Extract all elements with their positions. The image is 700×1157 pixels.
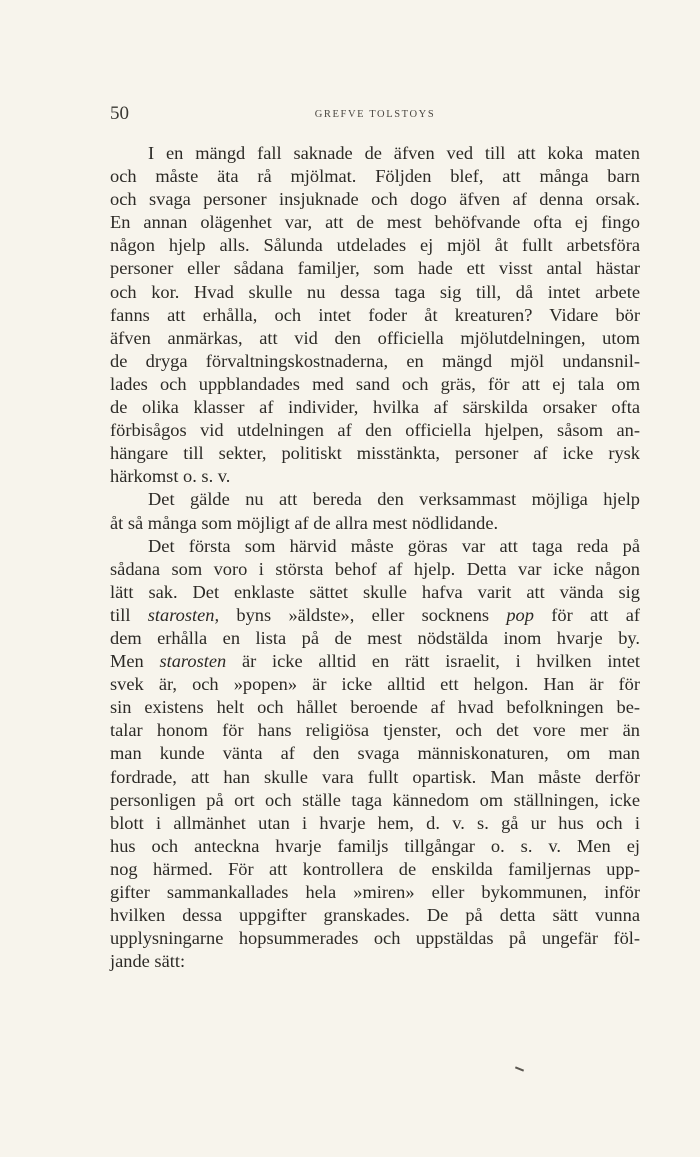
text-run: för att af — [533, 604, 640, 625]
text-line: och svaga personer insjuknade och dogo äfven af denna orsak. — [110, 189, 640, 210]
text-line: härkomst o. s. v. — [110, 466, 231, 487]
text-line: I en mängd fall saknade de äfven ved till att koka maten — [148, 143, 640, 163]
text-line: och kor. Hvad skulle nu dessa taga sig till, då intet arbete — [110, 281, 640, 302]
text-line: upplysningarne hopsummerades och uppstäldas på ungefär föl- — [110, 928, 640, 949]
text-line: talar honom för hans religiösa tjenster, och det vore mer än — [110, 720, 640, 741]
text-run: är icke alltid en rätt israelit, i hvilken intet — [226, 651, 640, 672]
text-line: dem erhålla en lista på de mest nödstälda inom hvarje by. — [110, 627, 640, 648]
italic-term-starosten: starosten — [159, 651, 227, 672]
text-line: Det första som härvid måste göras var att taga reda på — [148, 535, 640, 556]
text-line: hängare till sekter, politiskt misstänkta, personer af icke rysk — [110, 443, 640, 464]
paragraph-2 — [110, 488, 640, 534]
text-line: sin existens helt och hållet beroende af hvad befolkningen be- — [110, 697, 640, 718]
running-head: GREFVE TOLSTOYS — [314, 109, 436, 120]
text-line: förbisågos vid utdelningen af den officiella hjelpen, såsom an- — [110, 420, 640, 441]
text-line: fanns att erhålla, och intet foder åt kreaturen? Vidare bör — [110, 304, 640, 325]
italic-term-pop: pop — [506, 604, 534, 625]
text-line: hus och anteckna hvarje familjs tillgångar o. s. v. Men ej — [110, 835, 640, 856]
text-line: En annan olägenhet var, att de mest behöfvande ofta ej fingo — [110, 212, 640, 233]
page-header — [110, 103, 640, 127]
paragraph-3 — [110, 535, 640, 974]
text-line: de olika klasser af individer, hvilka af särskilda orsaker ofta — [110, 397, 640, 418]
text-line: jande sätt: — [110, 951, 186, 972]
text-line: hvilken dessa uppgifter granskades. De på detta sätt vunna — [110, 905, 640, 926]
text-line: lätt sak. Det enklaste sättet skulle hafva varit att vända sig — [110, 581, 640, 602]
text-line: de dryga förvaltningskostnaderna, en mängd mjöl undansnil- — [110, 350, 640, 371]
text-line: man kunde vänta af den svaga människonaturen, om man — [110, 743, 640, 764]
text-line: åt så många som möjligt af de allra mest nödlidande. — [110, 512, 499, 533]
text-line: fordrade, att han skulle vara fullt opartisk. Man måste derför — [110, 766, 640, 787]
body-text — [110, 142, 640, 973]
italic-term-starosten: starosten, — [147, 604, 220, 625]
text-line: personligen på ort och ställe taga kännedom om ställningen, icke — [110, 789, 640, 810]
text-line: blott i allmänhet utan i hvarje hem, d. v. s. gå ur hus och i — [110, 812, 640, 833]
text-line: svek är, och »popen» är icke alltid ett helgon. Han är för — [110, 674, 640, 695]
text-line: Det gälde nu att bereda den verksammast möjliga hjelp — [148, 489, 640, 510]
text-line-with-italics — [110, 650, 640, 673]
text-line: personer eller sådana familjer, som hade ett visst antal hästar — [110, 258, 640, 279]
text-line: gifter sammankallades hela »miren» eller bykommunen, inför — [110, 882, 640, 902]
text-line-with-italics — [110, 604, 640, 627]
text-line: lades och uppblandades med sand och gräs, för att ej tala om — [110, 373, 640, 394]
text-run: Men — [110, 651, 160, 672]
text-run: byns »äldste», eller socknens — [219, 604, 507, 625]
text-line: någon hjelp alls. Sålunda utdelades ej mjöl åt fullt arbetsföra — [110, 235, 640, 256]
page-number: 50 — [110, 103, 129, 124]
ink-mark — [515, 1066, 524, 1071]
text-run: till — [110, 604, 148, 625]
text-line: och måste äta rå mjölmat. Följden blef, att många barn — [110, 166, 640, 187]
paragraph-1 — [110, 142, 640, 488]
text-line: sådana som voro i största behof af hjelp. Detta var icke någon — [110, 558, 640, 579]
text-line: äfven anmärkas, att vid den officiella mjölutdelningen, utom — [110, 327, 640, 348]
text-line: nog härmed. För att kontrollera de enskilda familjernas upp- — [110, 858, 640, 879]
